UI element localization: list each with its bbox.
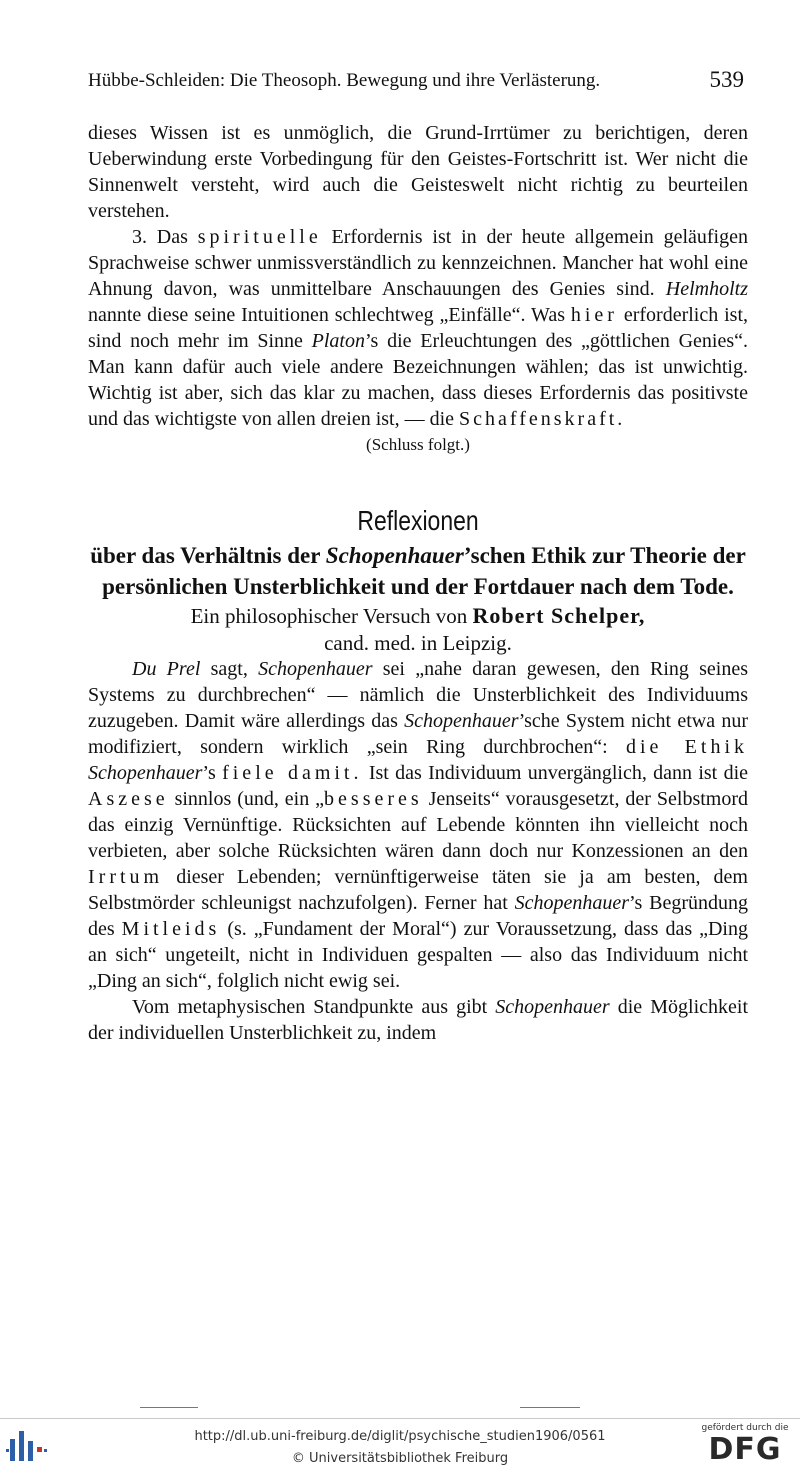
text-run: Jenseits“ vorausgesetzt, der Selbstmord das einzig Vernünftige. Rücksichten auf Lebende könnten ihn vielleicht noch verbieten, aber solche Rücksichten wären dann doch nur Konzessionen an den [88,788,748,862]
spaced-emphasis: die Ethik [625,736,749,758]
text-run: Erfordernis ist in der heute allgemein geläufigen Sprachweise schwer unmissverständlich zu kennzeichnen. Mancher hat wohl eine Ahnung davon, was unmittelbare Anschauungen des Genies sind. [88,226,748,300]
subtitle-run: ’schen Ethik zur Theorie der persönlichen Unsterblichkeit und der Fortdauer nach dem Tode. [102,543,746,599]
text-run: ’s Begründung des [88,892,749,940]
running-title: Hübbe-Schleiden: Die Theosoph. Bewegung und ihre Verlästerung. [88,70,601,91]
text-run: die Möglichkeit der individuellen Unsterblichkeit zu, indem [88,996,748,1044]
dfg-tagline: gefördert durch die [701,1423,789,1433]
name-schopenhauer: Schopenhauer [258,658,373,680]
author-affiliation: cand. med. in Leipzig. [324,631,512,655]
text-run: erforderlich ist, sind noch mehr im Sinne [88,304,748,352]
text-run: sei „nahe daran gewesen, den Ring seines Systems zu durchbrechen“ — nämlich die Unsterblichkeit des Individuums zuzugeben. Damit wäre allerdings das [88,658,749,732]
text-run: Vom metaphysischen Standpunkte aus gibt [132,996,496,1018]
spaced-emphasis: Aszese [88,788,169,810]
to-be-continued: (Schluss folgt.) [366,435,470,454]
spaced-emphasis: besseres [324,788,423,810]
byline-text: Ein philosophischer Versuch von [190,604,473,628]
text-run: nannte diese seine Intuitionen schlechtweg „Einfälle“. Was [88,304,571,326]
text-run: dieser Lebenden; vernünftigerweise täten sie ja am besten, dem Selbstmörder schleunigst nachzufolgen). Ferner hat [88,866,748,914]
text-run: ’s die Erleuchtungen des „göttlichen Genies“. Man kann dafür auch viele andere Bezeichnungen wählen; das ist unwichtig. Wichtig ist aber, sich das klar zu machen, dass dieses Erfordernis das positivste und das wichtigste von allen dreien ist, — die [88,330,748,430]
page-number: 539 [709,70,744,92]
text-run: sagt, [200,658,259,680]
dfg-logo [700,1423,790,1469]
footnote-rule-right [520,1407,580,1408]
running-header [88,70,744,104]
copyright-notice: © Universitätsbibliothek Freiburg [291,1451,509,1466]
paragraph-continued [88,120,748,224]
name-du-prel: Du Prel [132,658,201,680]
spaced-emphasis: Mitleids [121,918,221,940]
text-run: sinnlos (und, ein „ [168,788,325,810]
spaced-emphasis: Schaffenskraft. [459,408,626,430]
spaced-emphasis: Irrtum [88,866,164,888]
text-run: ’s [202,762,223,784]
viewer-footer [0,1418,800,1473]
author-name: Robert Schelper, [472,603,646,628]
paragraph-text: dieses Wissen ist es unmöglich, die Grund-Irrtümer zu berichtigen, deren Ueberwindung erste Vorbedingung für den Geistes-Fortschritt ist. Wer nicht die Sinnenwelt versteht, wird auch die Geisteswelt nicht richtig zu beurteilen verstehen. [88,122,748,222]
name-schopenhauer: Schopenhauer [495,996,610,1018]
subtitle-name: Schopenhauer [325,543,464,568]
permalink-url[interactable]: http://dl.ub.uni-freiburg.de/diglit/psychische_studien1906/0561 [194,1429,606,1444]
subtitle-run: über das Verhältnis der [90,543,326,568]
spaced-emphasis: hier [570,304,618,326]
text-run: Ist das Individuum unvergänglich, dann ist die [362,762,749,784]
name-schopenhauer: Schopenhauer [514,892,629,914]
text-run: ’sche System nicht etwa nur modifiziert, sondern wirklich „sein Ring durchbrochen“: [88,710,748,758]
footnote-rule-left [140,1407,198,1408]
article-subtitle [88,540,748,602]
byline [88,602,748,630]
paragraph-du-prel [88,656,748,994]
paragraph-spiritual [88,224,748,432]
name-platon: Platon [311,330,365,352]
spaced-emphasis: spirituelle [197,226,322,248]
name-schopenhauer: Schopenhauer [404,710,519,732]
spaced-emphasis: fiele damit. [222,762,363,784]
article-title: Reflexionen [357,505,479,536]
dfg-wordmark: DFG [708,1432,782,1467]
text-run: 3. Das [132,226,198,248]
text-run: (s. „Fundament der Moral“) zur Voraussetzung, dass das „Ding an sich“ ungeteilt, nicht in Individuen gespalten — also das Individuum nicht „Ding an sich“, folglich nicht ewig sei. [88,918,748,992]
name-schopenhauer: Schopenhauer [88,762,203,784]
page-body [88,120,748,1046]
paragraph-metaphysical [88,994,748,1046]
name-helmholtz: Helmholtz [665,278,748,300]
